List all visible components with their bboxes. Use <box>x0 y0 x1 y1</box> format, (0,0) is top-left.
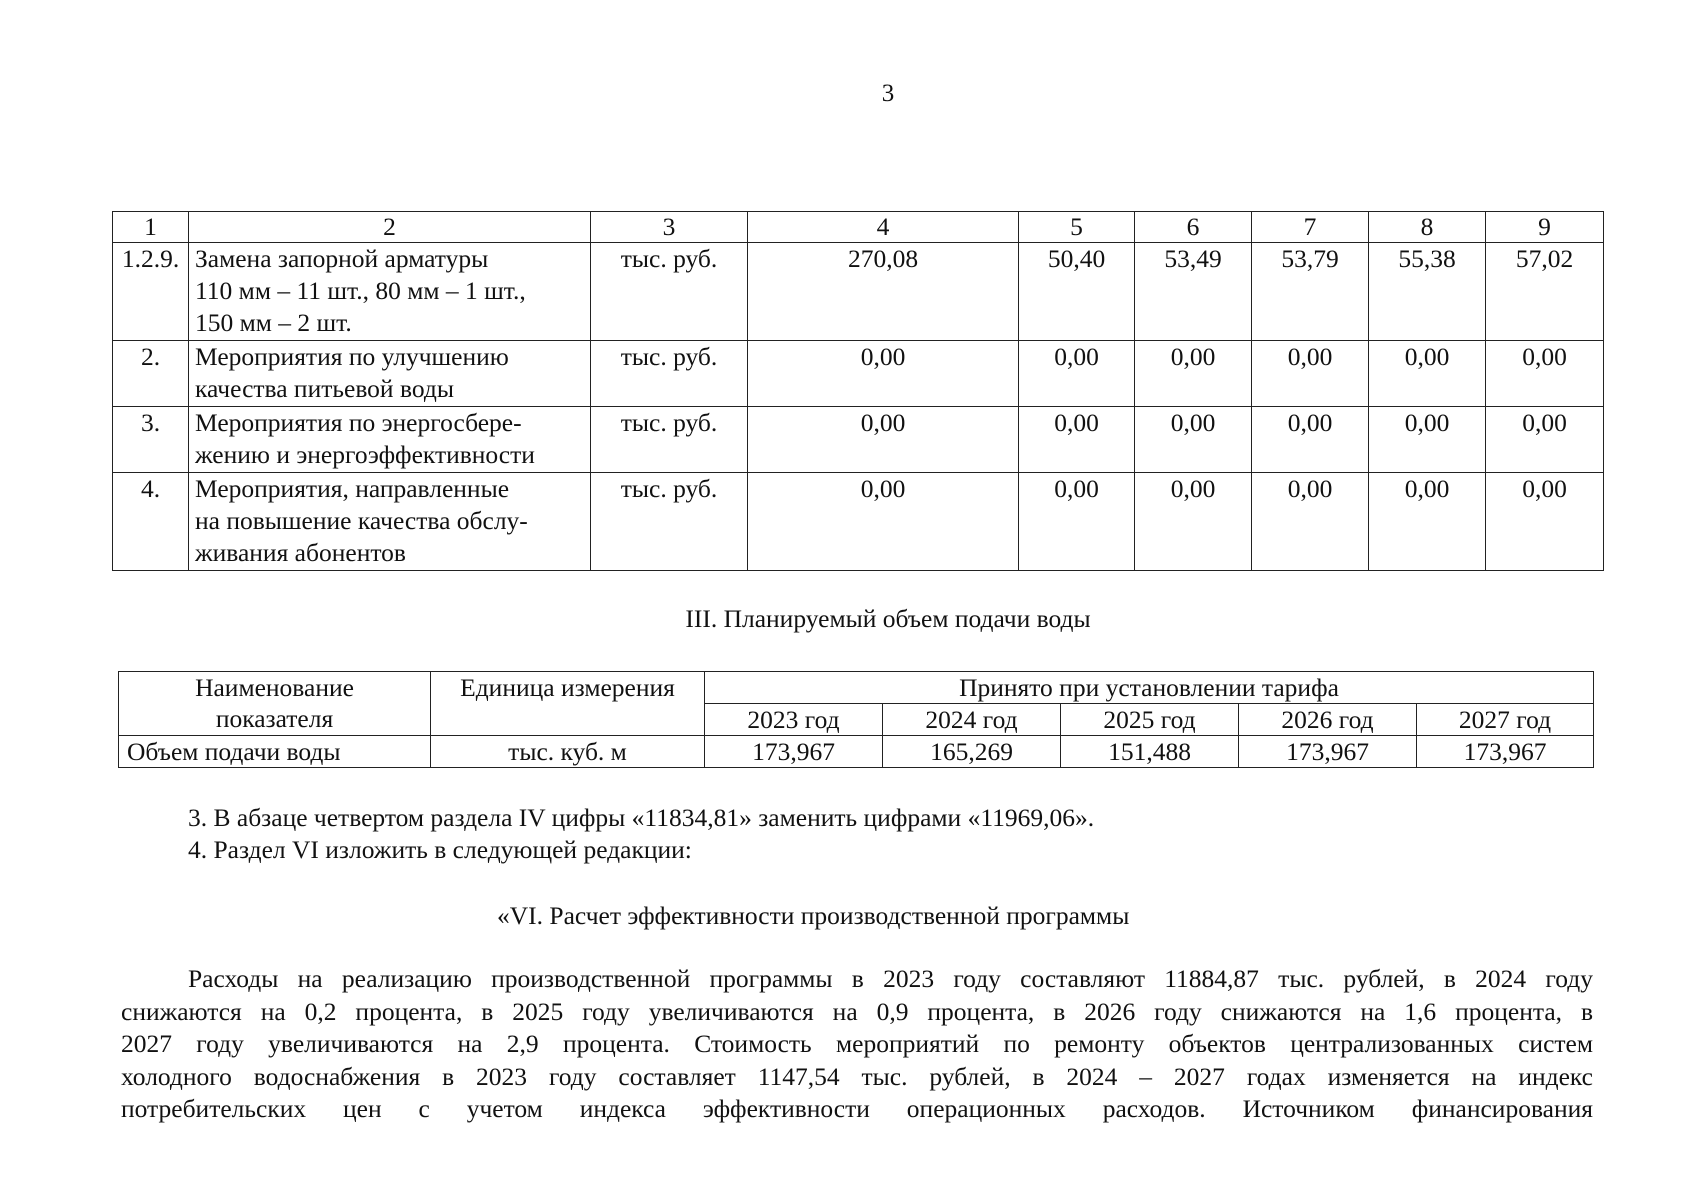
measure-name <box>189 407 591 473</box>
section-6-title: «VI. Расчет эффективности производственной программы <box>497 901 1130 930</box>
value-cell: 0,00 <box>1486 473 1604 571</box>
value-cell: 0,00 <box>1486 341 1604 407</box>
value-cell: 0,00 <box>1019 407 1135 473</box>
body-line: снижаются на 0,2 процента, в 2025 году увеличиваются на 0,9 процента, в 2026 году снижаются на 1,6 процента, в <box>121 996 1593 1026</box>
column-number: 6 <box>1135 212 1252 243</box>
value-cell: 0,00 <box>1019 341 1135 407</box>
measure-name-line: Мероприятия по улучшению <box>195 342 509 371</box>
value-cell: 270,08 <box>748 243 1019 341</box>
value-cell: 50,40 <box>1019 243 1135 341</box>
table-header-row <box>113 212 1604 243</box>
year-header: 2027 год <box>1417 704 1594 736</box>
row-number: 2. <box>113 341 189 407</box>
table-row <box>113 341 1604 407</box>
column-number: 2 <box>189 212 591 243</box>
tariff-group-header: Принято при установлении тарифа <box>705 672 1594 704</box>
unit-cell: тыс. руб. <box>591 243 748 341</box>
water-supply-table <box>118 671 1594 768</box>
unit-cell: тыс. руб. <box>591 341 748 407</box>
header-line: Наименование <box>195 673 354 702</box>
measure-name-line: живания абонентов <box>195 538 406 567</box>
table-row <box>113 243 1604 341</box>
paragraph-3: 3. В абзаце четвертом раздела IV цифры «11834,81» заменить цифрами «11969,06». <box>188 803 1095 832</box>
measure-name-line: 150 мм – 2 шт. <box>195 308 352 337</box>
column-number: 5 <box>1019 212 1135 243</box>
section-3-title: III. Планируемый объем подачи воды <box>685 604 1091 633</box>
value-cell: 0,00 <box>748 341 1019 407</box>
measure-name-line: 110 мм – 11 шт., 80 мм – 1 шт., <box>195 276 526 305</box>
value-cell: 151,488 <box>1061 736 1239 768</box>
year-header: 2025 год <box>1061 704 1239 736</box>
unit-header: Единица измерения <box>431 672 705 736</box>
body-line: потребительских цен с учетом индекса эффективности операционных расходов. Источником финансирования <box>121 1094 1593 1123</box>
page-number: 3 <box>881 80 895 107</box>
value-cell: 0,00 <box>1369 407 1486 473</box>
body-line: 2027 году увеличиваются на 2,9 процента. Стоимость мероприятий по ремонту объектов централизованных систем <box>121 1029 1593 1058</box>
paragraph-4: 4. Раздел VI изложить в следующей редакции: <box>188 835 692 864</box>
value-cell: 53,79 <box>1252 243 1369 341</box>
value-cell: 0,00 <box>1486 407 1604 473</box>
measure-name <box>189 243 591 341</box>
table-row <box>119 736 1594 768</box>
row-number: 4. <box>113 473 189 571</box>
value-cell: 0,00 <box>1252 473 1369 571</box>
indicator-name-header <box>119 672 431 736</box>
measures-table <box>112 211 1604 571</box>
indicator-name: Объем подачи воды <box>119 736 431 768</box>
row-number: 1.2.9. <box>113 243 189 341</box>
value-cell: 0,00 <box>1369 341 1486 407</box>
year-header: 2026 год <box>1239 704 1417 736</box>
measure-name-line: качества питьевой воды <box>195 374 454 403</box>
value-cell: 173,967 <box>1239 736 1417 768</box>
value-cell: 0,00 <box>748 407 1019 473</box>
value-cell: 0,00 <box>1252 407 1369 473</box>
column-number: 1 <box>113 212 189 243</box>
measure-name-line: жению и энергоэффективности <box>195 440 535 469</box>
value-cell: 0,00 <box>1019 473 1135 571</box>
value-cell: 0,00 <box>1369 473 1486 571</box>
value-cell: 173,967 <box>1417 736 1594 768</box>
measure-name <box>189 341 591 407</box>
measure-name <box>189 473 591 571</box>
value-cell: 165,269 <box>883 736 1061 768</box>
value-cell: 0,00 <box>1135 473 1252 571</box>
table-row <box>113 473 1604 571</box>
value-cell: 57,02 <box>1486 243 1604 341</box>
year-header: 2023 год <box>705 704 883 736</box>
value-cell: 0,00 <box>1252 341 1369 407</box>
value-cell: 0,00 <box>748 473 1019 571</box>
column-number: 9 <box>1486 212 1604 243</box>
body-line: холодного водоснабжения в 2023 году составляет 1147,54 тыс. рублей, в 2024 – 2027 годах изменяется на индекс <box>121 1061 1593 1091</box>
measure-name-line: Мероприятия по энергосбере- <box>195 408 522 437</box>
column-number: 8 <box>1369 212 1486 243</box>
unit-cell: тыс. руб. <box>591 473 748 571</box>
value-cell: 53,49 <box>1135 243 1252 341</box>
unit-cell: тыс. руб. <box>591 407 748 473</box>
unit-cell: тыс. куб. м <box>431 736 705 768</box>
column-number: 7 <box>1252 212 1369 243</box>
row-number: 3. <box>113 407 189 473</box>
measure-name-line: на повышение качества обслу- <box>195 506 528 535</box>
header-line: показателя <box>215 704 334 733</box>
table-header-row <box>119 672 1594 704</box>
measure-name-line: Мероприятия, направленные <box>195 474 510 503</box>
column-number: 3 <box>591 212 748 243</box>
value-cell: 0,00 <box>1135 407 1252 473</box>
table-row <box>113 407 1604 473</box>
body-text <box>121 963 1593 1126</box>
value-cell: 173,967 <box>705 736 883 768</box>
body-line: Расходы на реализацию производственной программы в 2023 году составляют 11884,87 тыс. рублей, в 2024 году <box>188 964 1593 993</box>
value-cell: 0,00 <box>1135 341 1252 407</box>
column-number: 4 <box>748 212 1019 243</box>
value-cell: 55,38 <box>1369 243 1486 341</box>
measure-name-line: Замена запорной арматуры <box>195 244 489 273</box>
year-header: 2024 год <box>883 704 1061 736</box>
